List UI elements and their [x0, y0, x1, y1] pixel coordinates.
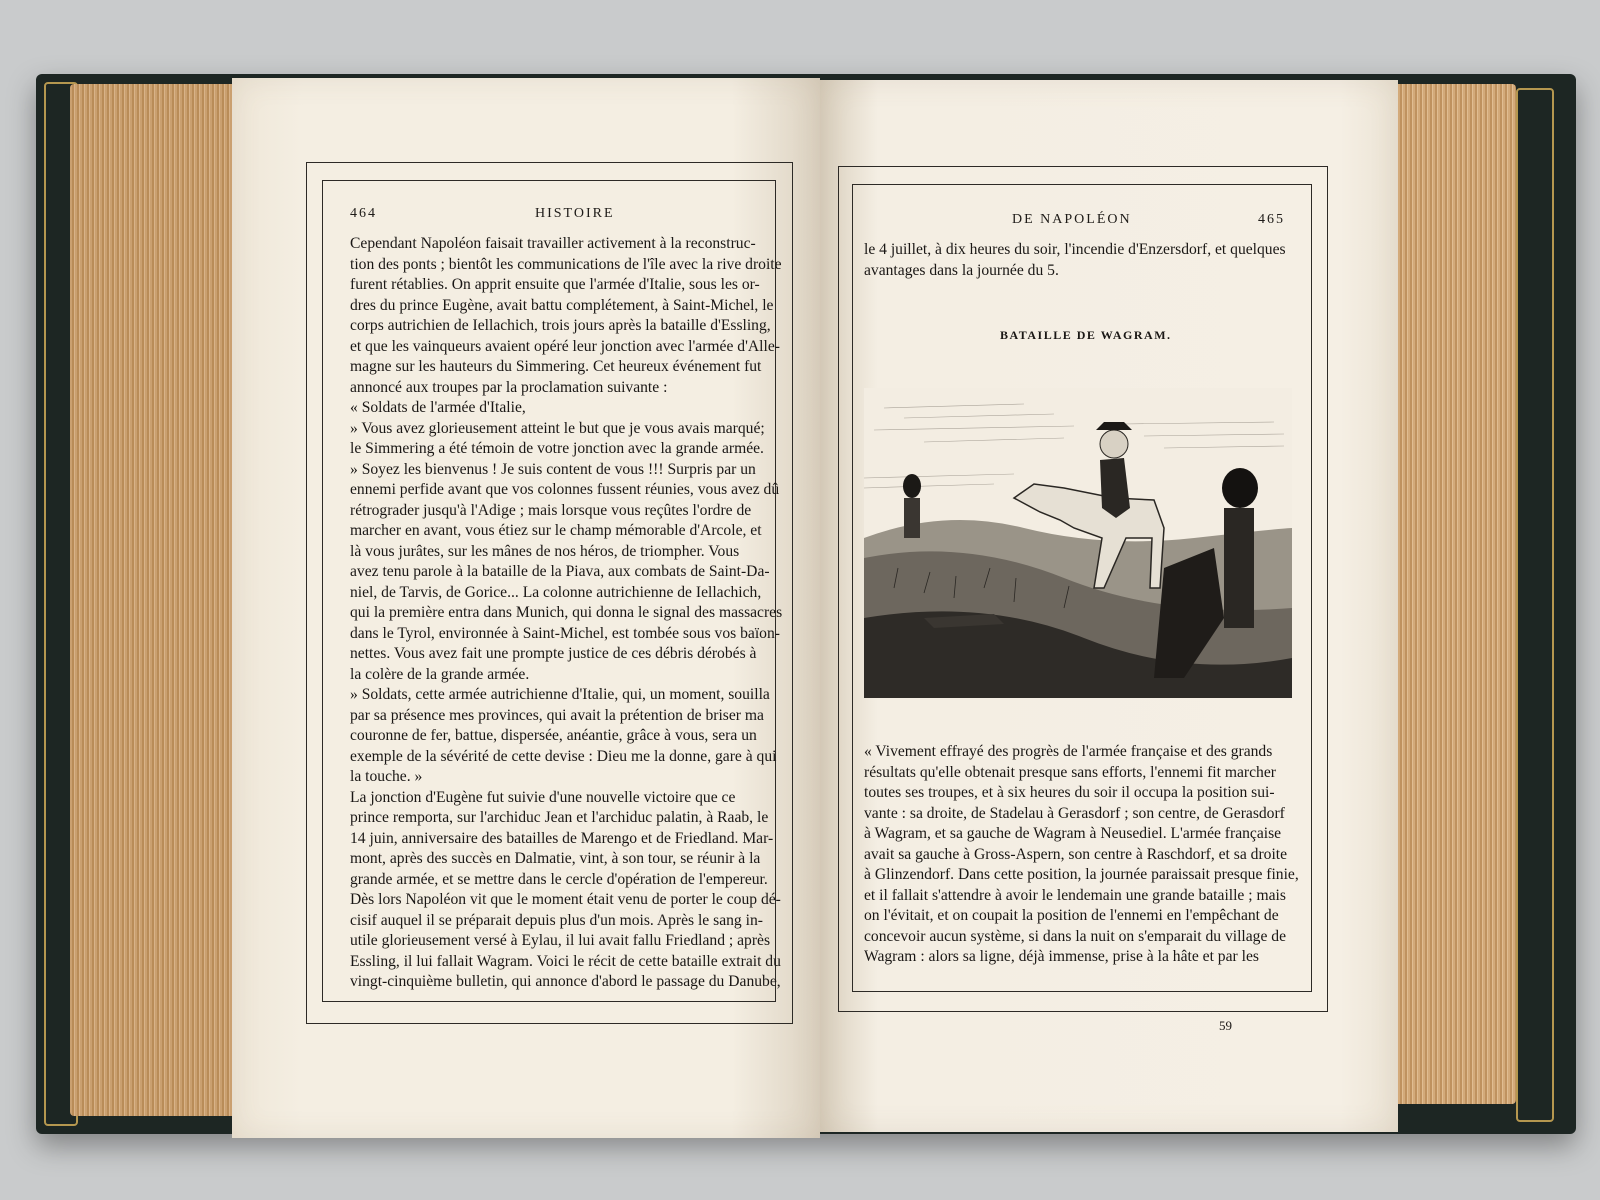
right-page-bottom-text [864, 742, 1299, 968]
text-line: dans le Tyrol, environnée à Saint-Michel, est tombée sous vos baïon- [350, 624, 780, 642]
text-line: ennemi perfide avant que vos colonnes fussent réunies, vous avez dû [350, 481, 780, 498]
text-line: « Soldats de l'armée d'Italie, [350, 399, 526, 416]
text-line: et que les vainqueurs avaient opéré leur jonction avec l'armée d'Alle- [350, 337, 780, 355]
illustration-caption: BATAILLE DE WAGRAM. [1000, 328, 1172, 342]
text-line: dres du prince Eugène, avait battu complétement, à Saint-Michel, le [350, 296, 774, 314]
text-line: » Soyez les bienvenus ! Je suis content de vous !!! Surpris par un [350, 460, 756, 478]
text-line: rétrograder jusqu'à l'Adige ; mais lorsque vous reçûtes l'ordre de [350, 501, 752, 519]
text-line: vingt-cinquième bulletin, qui annonce d'abord le passage du Danube, [350, 973, 781, 990]
text-line: qui la première entra dans Munich, qui donna le signal des massacres [350, 604, 783, 621]
text-line: annoncé aux troupes par la proclamation suivante : [350, 378, 668, 396]
signature-mark: 59 [1219, 1018, 1232, 1033]
text-line: à Glinzendorf. Dans cette position, la journée paraissait presque finie, [864, 866, 1299, 883]
right-running-head: DE NAPOLÉON [1012, 212, 1132, 227]
text-line: et il fallait s'attendre à avoir le lendemain une grande bataille ; mais [864, 886, 1286, 904]
text-line: mont, après des succès en Dalmatie, vint, à son tour, se réunir à la [350, 850, 761, 867]
text-line: à Wagram, et sa gauche de Wagram à Neusediel. L'armée française [864, 825, 1282, 842]
right-page-top-text [864, 240, 1286, 281]
text-line: par sa présence mes provinces, qui avait la prétention de briser ma [350, 706, 764, 724]
text-line: le 4 juillet, à dix heures du soir, l'incendie d'Enzersdorf, et quelques [864, 241, 1286, 258]
text-line: « Vivement effrayé des progrès de l'armée française et des grands [864, 743, 1273, 760]
text-line: 14 juin, anniversaire des batailles de Marengo et de Friedland. Mar- [350, 829, 774, 847]
text-line: nettes. Vous avez fait une prompte justice de ces débris dérobés à [350, 645, 757, 662]
page-edges-left [70, 84, 240, 1116]
text-line: La jonction d'Eugène fut suivie d'une nouvelle victoire que ce [350, 788, 736, 806]
text-line: cisif auquel il se préparait depuis plus d'un mois. Après le sang in- [350, 911, 763, 929]
text-line: vante : sa droite, de Stadelau à Gerasdorf ; son centre, de Gerasdorf [864, 804, 1285, 822]
left-page-text [350, 234, 783, 993]
text-line: Cependant Napoléon faisait travailler activement à la reconstruc- [350, 235, 756, 252]
left-running-head: HISTOIRE [535, 206, 615, 221]
text-line: magne sur les hauteurs du Simmering. Cet heureux événement fut [350, 358, 762, 375]
text-line: Dès lors Napoléon vit que le moment était venu de porter le coup dé- [350, 891, 781, 908]
right-page-number: 465 [1258, 212, 1285, 227]
text-line: » Soldats, cette armée autrichienne d'Italie, qui, un moment, souilla [350, 686, 770, 703]
text-line: concevoir aucun système, si dans la nuit on s'emparait du village de [864, 927, 1286, 945]
text-line: prince remporta, sur l'archiduc Jean et l'archiduc palatin, à Raab, le [350, 809, 769, 826]
text-line: Essling, il lui fallait Wagram. Voici le récit de cette bataille extrait du [350, 952, 781, 970]
text-line: » Vous avez glorieusement atteint le but que je vous avais marqué; [350, 419, 765, 437]
gilt-border-right [1516, 88, 1554, 1122]
text-line: tion des ponts ; bientôt les communications de l'île avec la rive droite [350, 255, 782, 273]
text-line: le Simmering a été témoin de votre jonction avec la grande armée. [350, 440, 764, 457]
text-line: toutes ses troupes, et à six heures du soir il occupa la position sui- [864, 784, 1275, 801]
text-line: résultats qu'elle obtenait presque sans efforts, l'ennemi fit marcher [864, 763, 1276, 781]
text-line: exemple de la sévérité de cette devise : Dieu me la donne, gare à qui [350, 747, 777, 765]
text-line: marcher en avant, vous étiez sur le champ mémorable d'Arcole, et [350, 522, 762, 539]
text-line: furent rétablies. On apprit ensuite que l'armée d'Italie, sous les or- [350, 276, 760, 293]
text-line: avez tenu parole à la bataille de la Piava, aux combats de Saint-Da- [350, 563, 770, 580]
text-line: corps autrichien de Iellachich, trois jours après la bataille d'Essling, [350, 317, 771, 334]
text-line: on l'évitait, et on coupait la position de l'ennemi en l'empêchant de [864, 907, 1279, 924]
battle-illustration [864, 388, 1292, 698]
text-line: avait sa gauche à Gross-Aspern, son centre à Raschdorf, et sa droite [864, 845, 1288, 863]
text-line: la touche. » [350, 768, 423, 785]
text-line: niel, de Tarvis, de Gorice... La colonne autrichienne de Iellachich, [350, 583, 762, 601]
page-edges-right [1388, 84, 1516, 1104]
text-line: avantages dans la journée du 5. [864, 261, 1059, 279]
text-line: utile glorieusement versé à Eylau, il lui avait fallu Friedland ; après [350, 932, 771, 949]
text-line: couronne de fer, battue, dispersée, anéantie, grâce à vous, sera un [350, 727, 757, 744]
left-page-number: 464 [350, 206, 377, 221]
text-line: grande armée, et se mettre dans le cercle d'opération de l'empereur. [350, 870, 768, 888]
text-line: la colère de la grande armée. [350, 665, 530, 683]
text-line: Wagram : alors sa ligne, déjà immense, prise à la hâte et par les [864, 948, 1259, 965]
text-line: là vous jurâtes, sur les mânes de nos héros, de triompher. Vous [350, 542, 740, 560]
